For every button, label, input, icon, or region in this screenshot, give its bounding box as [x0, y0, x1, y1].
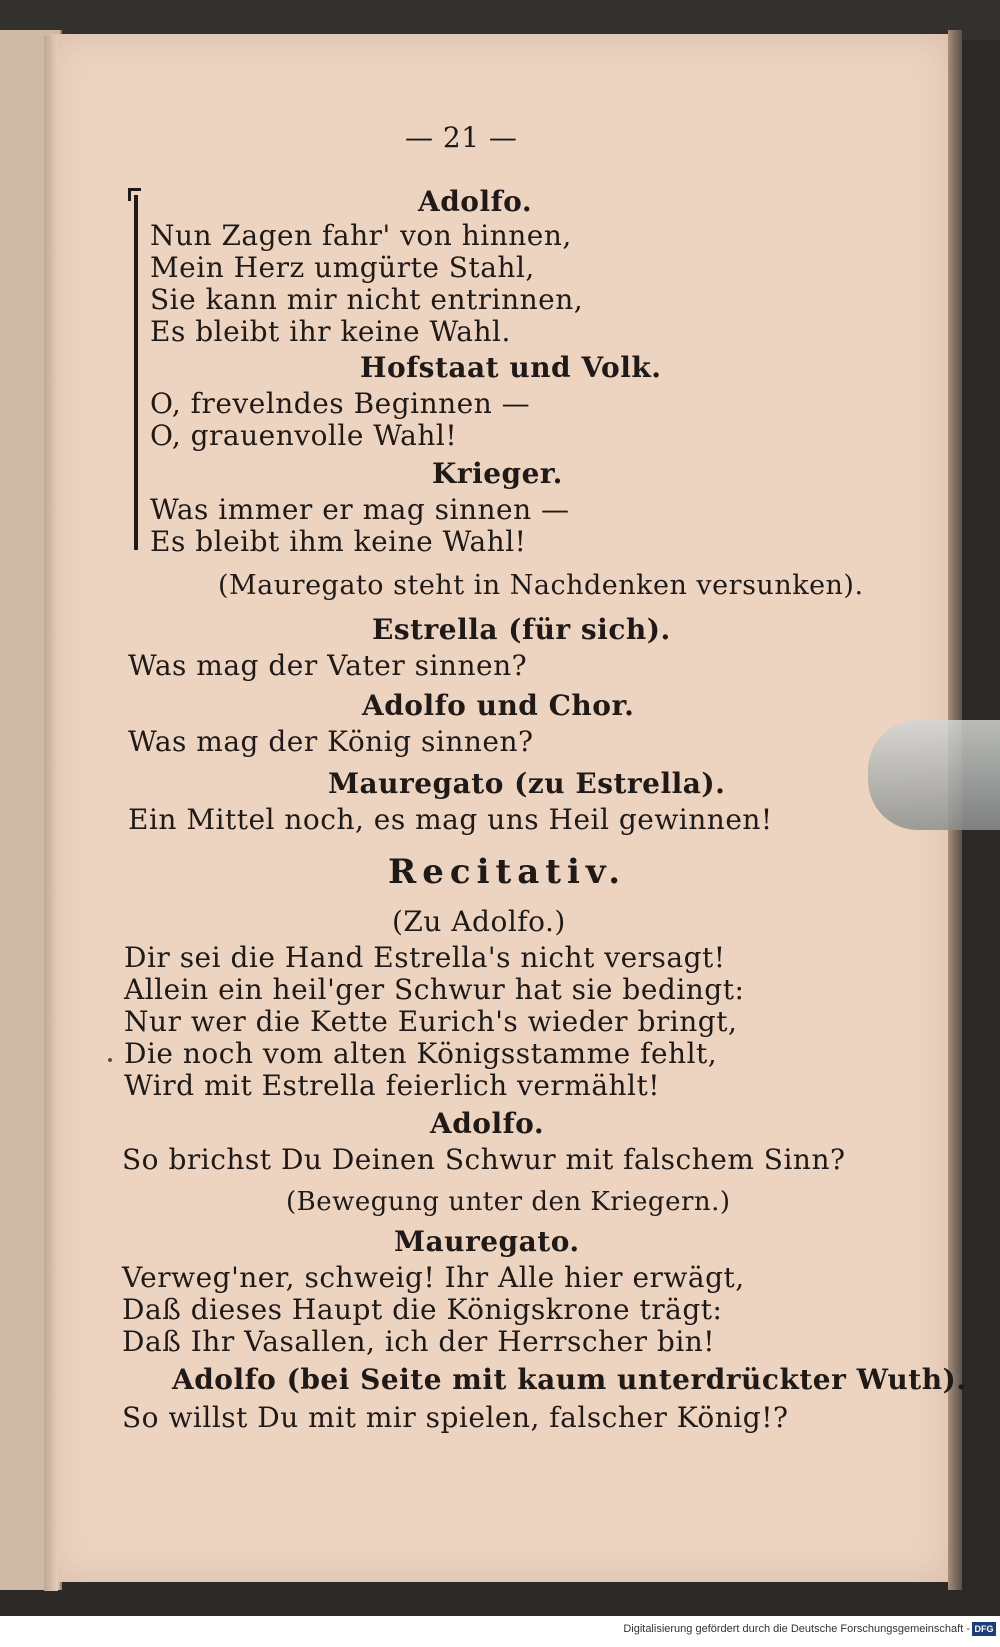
verse-line: Was mag der Vater sinnen?: [128, 649, 528, 682]
speaker-estrella: Estrella (für sich).: [372, 613, 671, 646]
verse-line: So brichst Du Deinen Schwur mit falschem Sinn?: [122, 1143, 846, 1176]
verse-line: Mein Herz umgürte Stahl,: [150, 251, 535, 284]
verse-line: Es bleibt ihm keine Wahl!: [150, 525, 527, 558]
verse-line: Verweg'ner, schweig! Ihr Alle hier erwägt,: [122, 1261, 745, 1294]
verse-line: Nur wer die Kette Eurich's wieder bringt,: [124, 1005, 738, 1038]
footer-credit: Digitalisierung gefördert durch die Deutsche Forschungsgemeinschaft -: [623, 1623, 970, 1635]
verse-bracket: [134, 195, 138, 550]
verse-line: Die noch vom alten Königsstamme fehlt,: [124, 1037, 718, 1070]
speaker-krieger: Krieger.: [432, 457, 563, 490]
footer-bar: [0, 1616, 1000, 1647]
verse-line: Allein ein heil'ger Schwur hat sie bedingt:: [124, 973, 745, 1006]
dfg-logo: DFG: [972, 1622, 996, 1636]
verse-line: So willst Du mit mir spielen, falscher König!?: [122, 1401, 789, 1434]
verse-line: Ein Mittel noch, es mag uns Heil gewinnen!: [128, 803, 773, 836]
verse-line: Wird mit Estrella feierlich vermählt!: [124, 1069, 661, 1102]
verse-line: Dir sei die Hand Estrella's nicht versagt!: [124, 941, 726, 974]
page-number: — 21 —: [405, 121, 518, 154]
speaker-adolfo-2: Adolfo.: [430, 1107, 545, 1140]
verse-line: O, grauenvolle Wahl!: [150, 419, 458, 452]
verse-line: Was immer er mag sinnen —: [150, 493, 570, 526]
verse-line: Es bleibt ihr keine Wahl.: [150, 315, 511, 348]
stage-direction: (Zu Adolfo.): [392, 905, 566, 938]
speaker-adolfo-chor: Adolfo und Chor.: [362, 689, 635, 722]
speaker-adolfo-3: Adolfo (bei Seite mit kaum unterdrückter Wuth).: [172, 1363, 967, 1396]
stage-direction: (Bewegung unter den Kriegern.): [286, 1187, 731, 1217]
gutter-shadow: [44, 36, 58, 1591]
page-clip: [868, 720, 1000, 830]
speaker-mauregato-2: Mauregato.: [394, 1225, 580, 1258]
verse-line: Sie kann mir nicht entrinnen,: [150, 283, 584, 316]
speaker-adolfo-1: Adolfo.: [418, 185, 533, 218]
verse-line: Daß Ihr Vasallen, ich der Herrscher bin!: [122, 1325, 716, 1358]
verse-line: Daß dieses Haupt die Königskrone trägt:: [122, 1293, 723, 1326]
verse-line: O, frevelndes Beginnen —: [150, 387, 531, 420]
speaker-hofstaat: Hofstaat und Volk.: [360, 351, 662, 384]
section-heading: Recitativ.: [388, 852, 627, 892]
speaker-mauregato-1: Mauregato (zu Estrella).: [328, 767, 726, 800]
verse-line: Nun Zagen fahr' von hinnen,: [150, 219, 572, 252]
stage-direction: (Mauregato steht in Nachdenken versunken).: [218, 570, 864, 601]
paper-speck: [108, 1058, 112, 1062]
verse-line: Was mag der König sinnen?: [128, 725, 534, 758]
